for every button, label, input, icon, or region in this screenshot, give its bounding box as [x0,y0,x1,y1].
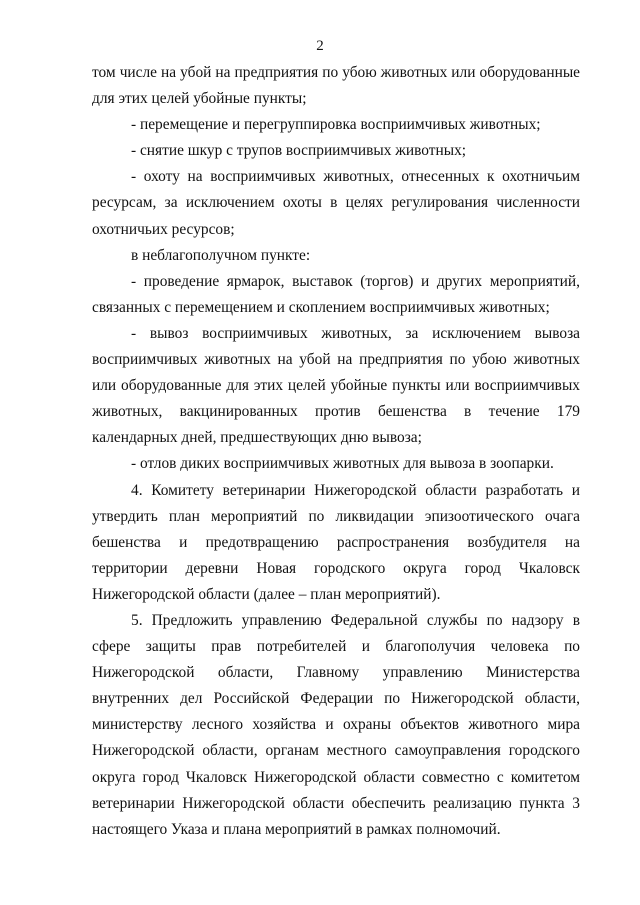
list-item-export: - вывоз восприимчивых животных, за исключением вывоза восприимчивых животных на убой на предприятия по убою животных или оборудованные для этих целей убойные пункты или восприимчивых животных, вакцинированных против бешенства в течение 179 календарных дней, предшествующих дню вывоза; [92,324,580,447]
paragraph-unsafe-point: в неблагополучном пункте: [131,246,311,264]
list-item-fairs: - проведение ярмарок, выставок (торгов) и других мероприятий, связанных с перемещением и скоплением восприимчивых животных; [92,272,580,316]
list-item-relocation: - перемещение и перегруппировка восприимчивых животных; [131,116,541,134]
page-number: 2 [316,38,324,54]
paragraph-continuation: том числе на убой на предприятия по убою животных или оборудованные для этих целей убойные пункты; [92,64,580,108]
list-item-trapping: - отлов диких восприимчивых животных для вывоза в зоопарки. [131,455,554,473]
paragraph-item-5: 5. Предложить управлению Федеральной службы по надзору в сфере защиты прав потребителей и благополучия человека по Нижегородской области, Главному управлению Министерства внутренних дел Российской Федерации по Нижегородской области, министерству лесного хозяйства и охраны объектов животного мира Нижегородской области, органам местного самоуправления городского округа город Чкаловск Нижегородской области совместно с комитетом ветеринарии Нижегородской области обеспечить реализацию пункта 3 настоящего Указа и плана мероприятий в рамках полномочий. [92,611,580,838]
list-item-hunting: - охоту на восприимчивых животных, отнесенных к охотничьим ресурсам, за исключением охоты в целях регулирования численности охотничьих ресурсов; [92,168,580,238]
list-item-skinning: - снятие шкур с трупов восприимчивых животных; [131,142,467,160]
paragraph-item-4: 4. Комитету ветеринарии Нижегородской области разработать и утвердить план мероприятий по ликвидации эпизоотического очага бешенства и предотвращению распространения возбудителя на территории деревни Новая городского округа город Чкаловск Нижегородской области (далее – план мероприятий). [92,481,580,603]
document-body [92,60,580,843]
